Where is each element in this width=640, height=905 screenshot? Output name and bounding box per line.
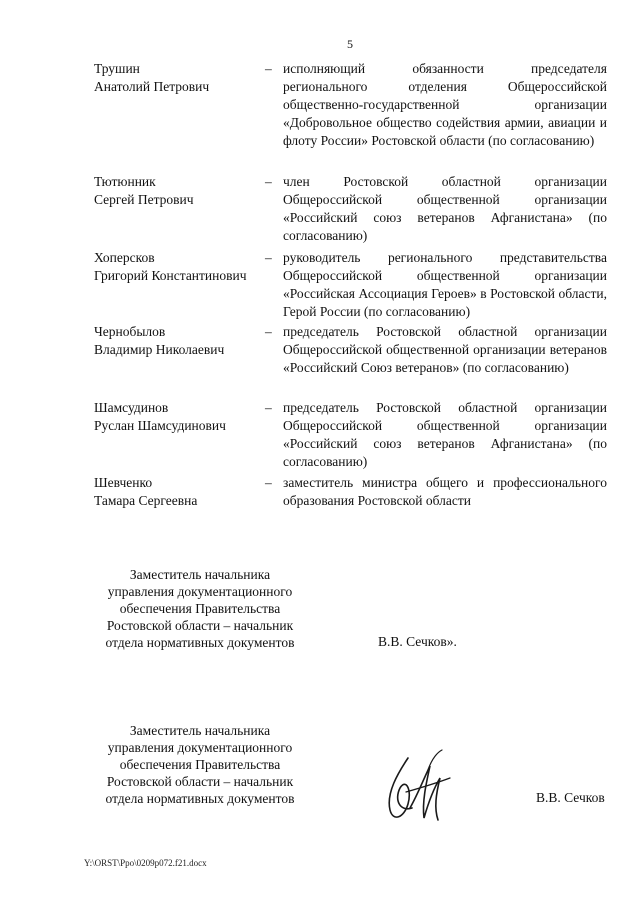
member-given-names: Руслан Шамсудинович [94, 418, 226, 433]
signatory-title-line: обеспечения Правительства [119, 757, 281, 772]
member-name [94, 173, 264, 209]
member-description: председатель Ростовской областной организации Общероссийской общественной организации «Российский союз ветеранов Афганистана» (по согласованию) [283, 400, 607, 469]
signatory-title-line: Ростовской области – начальник [106, 618, 294, 633]
signatory-title-line: обеспечения Правительства [119, 601, 281, 616]
file-path-footer: Y:\ORST\Ppo\0209p072.f21.docx [84, 858, 207, 868]
signatory-title-line: отдела нормативных документов [105, 635, 295, 650]
page-number: 5 [347, 37, 353, 51]
member-dash: – [265, 174, 272, 189]
member-description: заместитель министра общего и профессионального образования Ростовской области [283, 475, 607, 508]
member-description: руководитель регионального представительства Общероссийской общественной организации «Российская Ассоциация Героев» в Ростовской области, Герой России (по согласованию) [283, 250, 607, 319]
signatory-name: В.В. Сечков». [378, 634, 457, 649]
handwritten-signature-icon [378, 748, 458, 834]
member-surname: Тютюнник [94, 174, 156, 189]
member-dash: – [265, 61, 272, 76]
member-given-names: Сергей Петрович [94, 192, 194, 207]
member-description: исполняющий обязанности председателя регионального отделения Общероссийской общественно-государственной организации «Добровольное общество содействия армии, авиации и флоту России» Ростовской области (по согласованию) [283, 61, 607, 148]
member-dash: – [265, 324, 272, 339]
signatory-title-line: Ростовской области – начальник [106, 774, 294, 789]
member-surname: Чернобылов [94, 324, 166, 339]
signatory-name: В.В. Сечков [536, 790, 605, 805]
member-name [94, 249, 264, 285]
member-given-names: Анатолий Петрович [94, 79, 210, 94]
member-name [94, 60, 264, 96]
member-dash: – [265, 475, 272, 490]
signatory-title-line: отдела нормативных документов [105, 791, 295, 806]
member-name [94, 399, 264, 435]
member-surname: Шамсудинов [94, 400, 169, 415]
member-description: член Ростовской областной организации Общероссийской общественной организации «Российский союз ветеранов Афганистана» (по согласованию) [283, 174, 607, 243]
member-given-names: Григорий Константинович [94, 268, 247, 283]
signatory-title [80, 722, 320, 807]
member-surname: Трушин [94, 61, 140, 76]
member-name [94, 323, 264, 359]
signatory-title-line: управления документационного [107, 584, 293, 599]
signatory-title [80, 566, 320, 651]
member-dash: – [265, 250, 272, 265]
member-given-names: Владимир Николаевич [94, 342, 225, 357]
signatory-title-line: управления документационного [107, 740, 293, 755]
member-name [94, 474, 264, 510]
member-surname: Хоперсков [94, 250, 155, 265]
signatory-title-line: Заместитель начальника [129, 567, 271, 582]
member-dash: – [265, 400, 272, 415]
member-description: председатель Ростовской областной организации Общероссийской общественной организации ветеранов «Российский Союз ветеранов» (по согласованию) [283, 324, 607, 375]
member-given-names: Тамара Сергеевна [94, 493, 198, 508]
signatory-title-line: Заместитель начальника [129, 723, 271, 738]
member-surname: Шевченко [94, 475, 153, 490]
